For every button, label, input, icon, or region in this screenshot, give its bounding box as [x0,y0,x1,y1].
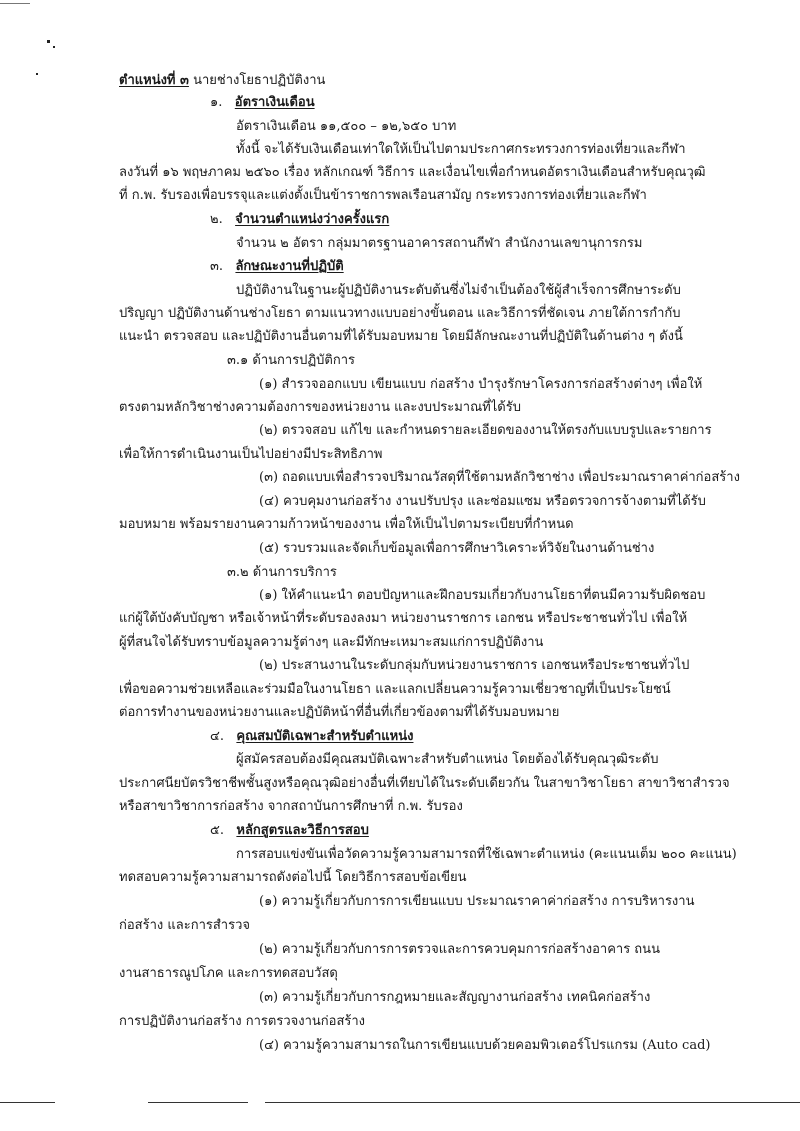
list-item: (๑) สำรวจออกแบบ เขียนแบบ ก่อสร้าง บำรุงรักษาโครงการก่อสร้างต่างๆ เพื่อให้ [259,377,703,392]
list-item-continuation: การปฏิบัติงานก่อสร้าง การตรวจงานก่อสร้าง [119,1014,366,1029]
paragraph-line: ผู้สมัครสอบต้องมีคุณสมบัติเฉพาะสำหรับตำแหน่ง โดยต้องได้รับคุณวุฒิระดับ [236,752,659,767]
list-item: (๓) ถอดแบบเพื่อสำรวจปริมาณวัสดุที่ใช้ตามหลักวิชาช่าง เพื่อประมาณราคาค่าก่อสร้าง [259,470,740,485]
paragraph-line: ที่ ก.พ. รับรองเพื่อบรรจุและแต่งตั้งเป็นข้าราชการพลเรือนสามัญ กระทรวงการท่องเที่ยวและกีฬา [119,188,647,203]
footer-divider [265,1102,800,1103]
list-item-continuation: ต่อการทำงานของหน่วยงานและปฏิบัติหน้าที่อื่นที่เกี่ยวข้องตามที่ได้รับมอบหมาย [119,705,560,720]
section-4-heading [210,728,413,746]
list-item: (๑) ความรู้เกี่ยวกับการการเขียนแบบ ประมาณราคาค่าก่อสร้าง การบริหารงาน [259,894,695,909]
list-item: (๒) ตรวจสอบ แก้ไข และกำหนดรายละเอียดของงานให้ตรงกับแบบรูปและรายการ [259,423,712,438]
footer-divider [148,1102,248,1103]
section-5-title: หลักสูตรและวิธีการสอบ [236,823,369,838]
scan-speck [53,46,55,48]
paragraph-line: แนะนำ ตรวจสอบ และปฏิบัติงานอื่นตามที่ได้รับมอบหมาย โดยมีลักษณะงานที่ปฏิบัติในด้านต่าง ๆ ดังนี้ [119,329,683,344]
list-item-continuation: แก่ผู้ใต้บังคับบัญชา หรือเจ้าหน้าที่ระดับรองลงมา หน่วยงานราชการ เอกชน หรือประชาชนทั่วไป เพื่อให้ [119,611,688,626]
scan-speck [47,40,50,43]
section-1-heading [210,94,315,112]
paragraph-line: ทั้งนี้ จะได้รับเงินเดือนเท่าใดให้เป็นไปตามประกาศกระทรวงการท่องเที่ยวและกีฬา [236,142,686,157]
paragraph-line: ทดสอบความรู้ความสามารถดังต่อไปนี้ โดยวิธีการสอบข้อเขียน [119,870,467,885]
section-3-heading [210,258,344,276]
section-5-number: ๕. [210,823,224,838]
subsection-3-1-title: ๓.๑ ด้านการปฏิบัติการ [227,353,356,368]
list-item-continuation: ตรงตามหลักวิชาช่างความต้องการของหน่วยงาน และงบประมาณที่ได้รับ [119,400,521,415]
paragraph-line: ลงวันที่ ๑๖ พฤษภาคม ๒๕๖๐ เรื่อง หลักเกณฑ์ วิธีการ และเงื่อนไขเพื่อกำหนดอัตราเงินเดือนสำหรับคุณวุฒิ [119,165,706,180]
section-1-title: อัตราเงินเดือน [234,95,315,110]
paragraph-line: หรือสาขาวิชาการก่อสร้าง จากสถาบันการศึกษาที่ ก.พ. รับรอง [119,799,463,814]
paragraph-line: ประกาศนียบัตรวิชาชีพชั้นสูงหรือคุณวุฒิอย่างอื่นที่เทียบได้ในระดับเดียวกัน ในสาขาวิชาโยธา สาขาวิชาสำรวจ [119,776,730,791]
position-title: นายช่างโยธาปฏิบัติงาน [193,73,326,88]
list-item: (๔) ควบคุมงานก่อสร้าง งานปรับปรุง และซ่อมแซม หรือตรวจการจ้างตามที่ได้รับ [259,494,706,509]
section-4-number: ๔. [210,729,224,744]
position-heading [119,72,325,90]
section-2-title: จำนวนตำแหน่งว่างครั้งแรก [235,212,390,227]
paragraph-line: การสอบแข่งขันเพื่อวัดความรู้ความสามารถที่ใช้เฉพาะตำแหน่ง (คะแนนเต็ม ๒๐๐ คะแนน) [236,847,737,862]
paragraph-line: ปริญญา ปฏิบัติงานด้านช่างโยธา ตามแนวทางแบบอย่างขั้นตอน และวิธีการที่ชัดเจน ภายใต้การกำกับ [119,306,681,321]
scan-speck [0,3,30,4]
section-1-number: ๑. [210,95,223,110]
paragraph-line: ปฏิบัติงานในฐานะผู้ปฏิบัติงานระดับต้นซึ่งไม่จำเป็นต้องใช้ผู้สำเร็จการศึกษาระดับ [236,283,681,298]
list-item-continuation: งานสาธารณูปโภค และการทดสอบวัสดุ [119,966,338,981]
list-item-continuation: มอบหมาย พร้อมรายงานความก้าวหน้าของงาน เพื่อให้เป็นไปตามระเบียบที่กำหนด [119,517,574,532]
section-2-heading [210,211,389,229]
section-4-title: คุณสมบัติเฉพาะสำหรับตำแหน่ง [236,729,414,744]
paragraph-line: อัตราเงินเดือน ๑๑,๕๐๐ – ๑๒,๖๕๐ บาท [236,119,457,134]
list-item-continuation: เพื่อขอความช่วยเหลือและร่วมมือในงานโยธา และแลกเปลี่ยนความรู้ความเชี่ยวชาญที่เป็นประโยชน์ [119,682,671,697]
position-label: ตำแหน่งที่ ๓ [119,73,189,88]
section-3-title: ลักษณะงานที่ปฏิบัติ [235,259,344,274]
subsection-3-2-title: ๓.๒ ด้านการบริการ [227,565,337,580]
section-5-heading [210,822,369,840]
section-2-number: ๒. [210,212,223,227]
scan-speck [36,73,38,75]
list-item-continuation: เพื่อให้การดำเนินงานเป็นไปอย่างมีประสิทธิภาพ [119,447,383,462]
list-item-continuation: ก่อสร้าง และการสำรวจ [119,918,250,933]
list-item-continuation: ผู้ที่สนใจได้รับทราบข้อมูลความรู้ต่างๆ และมีทักษะเหมาะสมแก่การปฏิบัติงาน [119,635,544,650]
list-item: (๓) ความรู้เกี่ยวกับการกฎหมายและสัญญางานก่อสร้าง เทคนิคก่อสร้าง [259,990,651,1005]
list-item: (๑) ให้คำแนะนำ ตอบปัญหาและฝึกอบรมเกี่ยวกับงานโยธาที่ตนมีความรับผิดชอบ [259,588,706,603]
list-item: (๒) ความรู้เกี่ยวกับการการตรวจและการควบคุมการก่อสร้างอาคาร ถนน [259,942,660,957]
footer-divider [0,1102,55,1103]
list-item: (๔) ความรู้ความสามารถในการเขียนแบบด้วยคอมพิวเตอร์โปรแกรม (Auto cad) [259,1038,711,1053]
list-item: (๒) ประสานงานในระดับกลุ่มกับหน่วยงานราชการ เอกชนหรือประชาชนทั่วไป [259,658,690,673]
list-item: (๕) รวบรวมและจัดเก็บข้อมูลเพื่อการศึกษาวิเคราะห์วิจัยในงานด้านช่าง [259,541,655,556]
paragraph-line: จำนวน ๒ อัตรา กลุ่มมาตรฐานอาคารสถานกีฬา สำนักงานเลขานุการกรม [236,236,643,251]
section-3-number: ๓. [210,259,224,274]
